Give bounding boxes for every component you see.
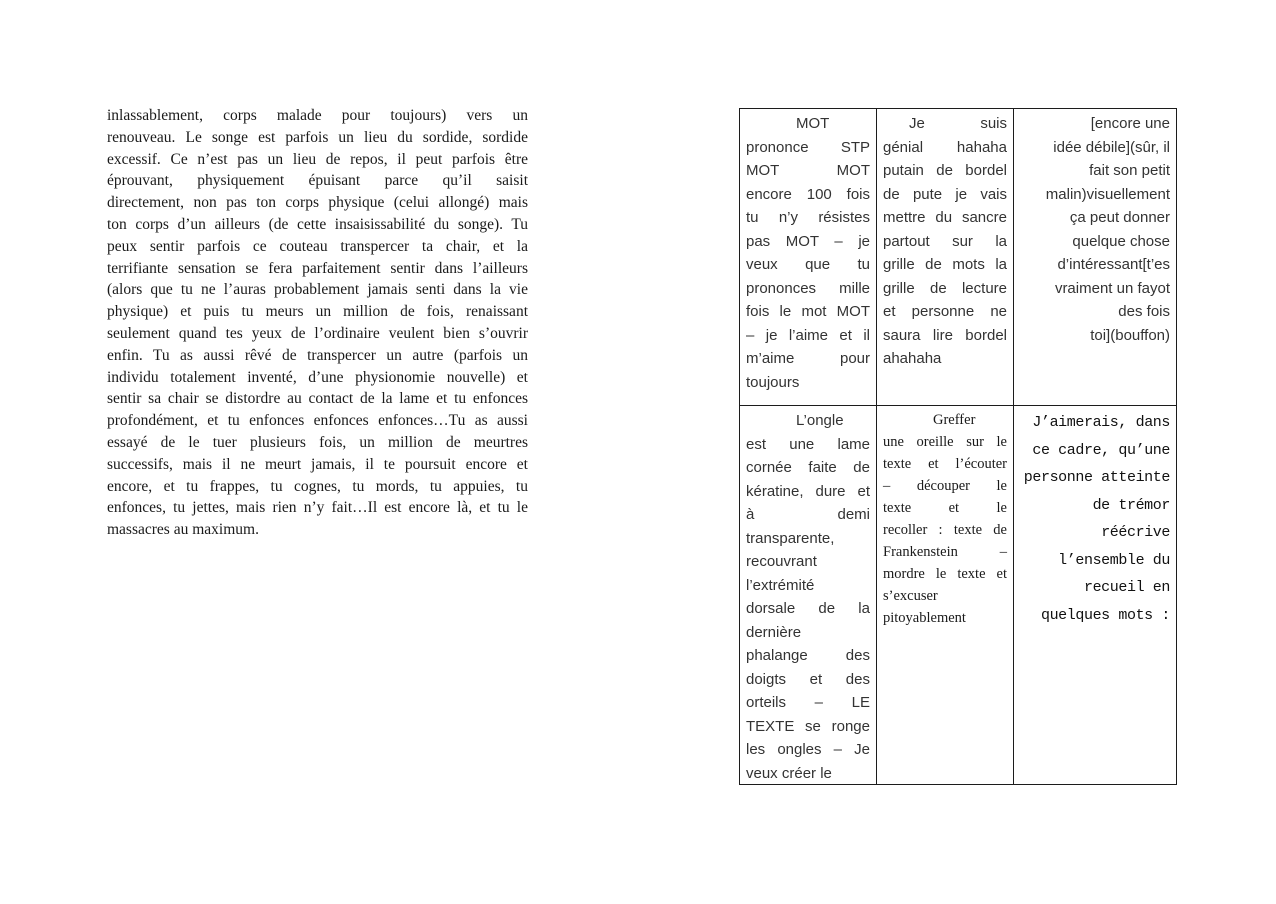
text-line: quelque chose bbox=[1072, 232, 1170, 250]
text-line: texte et l’écouter bbox=[883, 456, 1007, 472]
text-line: toujours bbox=[746, 373, 800, 391]
text-line: mettre du sancre bbox=[883, 209, 1007, 226]
text-line: doigts et des bbox=[746, 670, 870, 688]
text-line: éprouvant, physiquement épuisant parce qu’il saisit bbox=[107, 172, 528, 190]
text-line: pitoyablement bbox=[883, 610, 966, 626]
text-line: individu totalement inventé, d’une physionomie nouvelle) et bbox=[107, 368, 528, 386]
text-line: directement, non pas ton corps physique (celui allongé) mais bbox=[107, 194, 528, 212]
right-page-table bbox=[739, 108, 1177, 785]
table-cell-r2c3-j-aimerais bbox=[1014, 406, 1176, 784]
text-line: m’aime pour bbox=[746, 350, 870, 367]
text-line: mordre le texte et bbox=[883, 566, 1007, 582]
text-line: quelques mots : bbox=[1040, 606, 1170, 624]
text-line: idée débile](sûr, il bbox=[1053, 138, 1170, 156]
text-line: (alors que tu ne l’auras probablement jamais senti dans la vie bbox=[107, 281, 528, 299]
table-cell-r2c1-l-ongle bbox=[740, 406, 877, 784]
text-line: successifs, mais il ne meurt jamais, il te poursuit encore et bbox=[107, 455, 528, 473]
text-line: tu n’y résistes bbox=[746, 209, 870, 226]
text-line: à demi bbox=[746, 506, 870, 523]
text-line: ça peut donner bbox=[1069, 209, 1170, 226]
text-line: terrifiante sensation se fera parfaitement sentir dans l’ailleurs bbox=[107, 259, 528, 277]
text-line: saura lire bordel bbox=[883, 326, 1007, 344]
text-line: pas MOT – je bbox=[746, 232, 870, 250]
text-line: – je l’aime et il bbox=[746, 326, 870, 344]
text-line: massacres au maximum. bbox=[107, 521, 259, 539]
text-line: de trémor bbox=[1092, 496, 1170, 514]
text-line: malin)visuellement bbox=[1045, 185, 1170, 203]
text-line: recoller : texte de bbox=[883, 522, 1007, 538]
text-line: MOT MOT bbox=[746, 162, 870, 179]
text-line: d’intéressant[t’es bbox=[1057, 256, 1170, 273]
text-line: dernière bbox=[746, 623, 802, 641]
text-line: veux que tu bbox=[746, 256, 870, 273]
text-line: kératine, dure et bbox=[746, 482, 870, 500]
text-line: inlassablement, corps malade pour toujours) vers un bbox=[107, 107, 528, 124]
text-line: veux créer le bbox=[746, 764, 832, 782]
table-cell-r1c1-mot bbox=[740, 109, 877, 406]
text-line: de pute je vais bbox=[883, 185, 1007, 203]
text-line: [encore une bbox=[1090, 115, 1170, 132]
text-line: essayé de le tuer plusieurs fois, un million de meurtres bbox=[107, 433, 528, 451]
text-line: – découper le bbox=[883, 478, 1007, 494]
text-line: est une lame bbox=[746, 435, 870, 453]
text-line: enfin. Tu as aussi rêvé de transpercer un autre (parfois un bbox=[107, 346, 528, 364]
text-line: ahahaha bbox=[883, 350, 942, 367]
text-line: enfonces, tu jettes, mais rien n’y fait…Il est encore là, et tu le bbox=[107, 499, 528, 517]
text-line: recouvrant bbox=[746, 553, 817, 570]
text-line: putain de bordel bbox=[883, 162, 1007, 179]
text-line: Je suis bbox=[909, 115, 1007, 132]
text-line: profondément, et tu enfonces enfonces enfonces…Tu as aussi bbox=[107, 412, 528, 430]
text-line: une oreille sur le bbox=[883, 434, 1007, 450]
text-line: partout sur la bbox=[883, 232, 1007, 250]
text-line: vraiment un fayot bbox=[1054, 279, 1170, 297]
text-line: des fois bbox=[1118, 303, 1170, 320]
table-cell-r1c2-je-suis-genial bbox=[877, 109, 1014, 406]
text-line: recueil en bbox=[1083, 579, 1170, 596]
text-line: L’ongle bbox=[796, 412, 844, 429]
text-line: les ongles – Je bbox=[746, 741, 870, 758]
text-line: s’excuser bbox=[883, 588, 938, 604]
text-line: excessif. Ce n’est pas un lieu de repos, il peut parfois être bbox=[107, 150, 528, 168]
text-line: fait son petit bbox=[1089, 162, 1170, 179]
text-line: toi](bouffon) bbox=[1090, 326, 1170, 344]
text-line: orteils – LE bbox=[746, 694, 870, 711]
text-line: génial hahaha bbox=[883, 138, 1007, 156]
text-line: ce cadre, qu’une bbox=[1032, 441, 1170, 459]
text-line: cornée faite de bbox=[746, 459, 870, 476]
text-line: Greffer bbox=[933, 412, 976, 428]
text-line: physique) et puis tu meurs un million de fois, renaissant bbox=[107, 303, 528, 321]
text-line: MOT bbox=[796, 115, 830, 132]
text-line: fois le mot MOT bbox=[746, 303, 870, 320]
text-line: l’extrémité bbox=[746, 576, 815, 594]
text-line: personne atteinte bbox=[1023, 469, 1170, 486]
text-line: dorsale de la bbox=[746, 600, 870, 617]
text-line: prononces mille bbox=[746, 279, 870, 297]
text-line: encore, et tu frappes, tu cognes, tu mords, tu appuies, tu bbox=[107, 477, 528, 495]
text-line: seulement quand tes yeux de l’ordinaire veulent bien s’ouvrir bbox=[107, 324, 528, 342]
text-line: grille de mots la bbox=[883, 256, 1007, 273]
text-line: TEXTE se ronge bbox=[746, 717, 870, 735]
text-line: prononce STP bbox=[746, 138, 870, 156]
text-line: sentir sa chair se distordre au contact de la lame et tu enfonces bbox=[107, 390, 528, 408]
text-line: réécrive bbox=[1101, 524, 1170, 541]
left-page-paragraph bbox=[107, 105, 528, 541]
text-line: transparente, bbox=[746, 529, 835, 547]
text-line: l’ensemble du bbox=[1058, 551, 1170, 569]
text-line: peux sentir parfois ce couteau transpercer ta chair, et la bbox=[107, 237, 528, 255]
text-line: texte et le bbox=[883, 500, 1007, 516]
text-line: phalange des bbox=[746, 647, 870, 664]
text-line: grille de lecture bbox=[883, 279, 1007, 297]
text-line: Frankenstein – bbox=[883, 544, 1007, 560]
text-line: renouveau. Le songe est parfois un lieu du sordide, sordide bbox=[107, 128, 528, 146]
text-line: ton corps d’un ailleurs (de cette insaisissabilité du songe). Tu bbox=[107, 215, 528, 233]
text-line: encore 100 fois bbox=[746, 185, 870, 203]
text-line: J’aimerais, dans bbox=[1032, 414, 1170, 431]
table-cell-r2c2-greffer bbox=[877, 406, 1014, 784]
text-line: et personne ne bbox=[883, 303, 1007, 320]
table-cell-r1c3-encore-une-idee bbox=[1014, 109, 1176, 406]
